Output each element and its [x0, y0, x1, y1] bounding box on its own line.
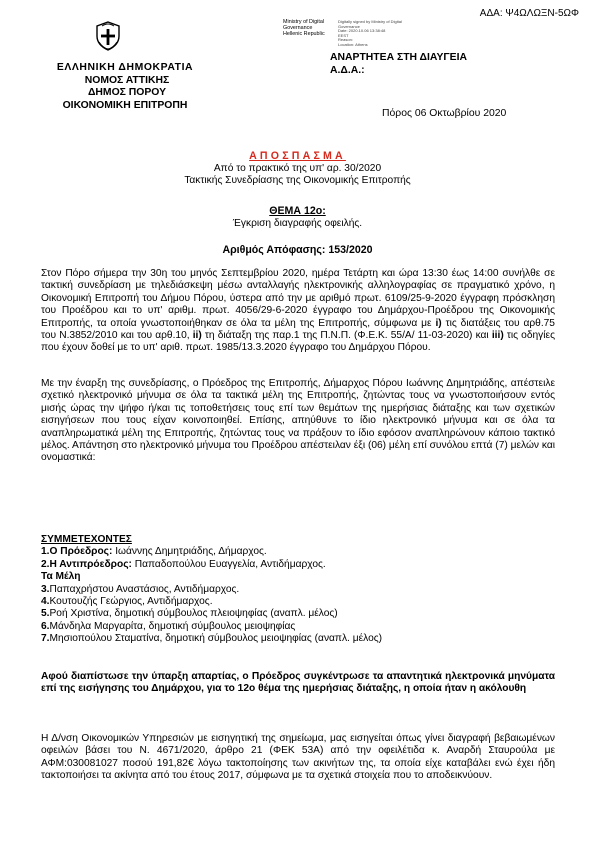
stamp-line: Ministry of Digital	[283, 19, 325, 25]
attendee-row	[41, 584, 555, 596]
attendee-name: Παπαχρήστου Αναστάσιος, Αντιδήμαρχος.	[49, 583, 240, 595]
enumeration-marker: i)	[435, 317, 442, 329]
attendee-name: Ιωάννης Δημητριάδης, Δήμαρχος.	[112, 546, 267, 558]
stamp-detail-line: Reason:	[338, 37, 353, 43]
ada-header: ΑΔΑ: Ψ4ΩΛΩΞΝ-5ΩΦ	[479, 8, 579, 19]
publication-block	[330, 52, 467, 77]
stamp-detail-line: EEST	[338, 32, 349, 38]
attendee-number: 2.	[41, 558, 50, 570]
paragraph-text: τις διατάξεις του αρθ.75 του Ν.3852/2010 και του αρθ.10,	[41, 317, 555, 342]
paragraph-session-intro	[41, 268, 555, 355]
gov-line-republic: ΕΛΛΗΝΙΚΗ ΔΗΜΟΚΡΑΤΙΑ	[56, 62, 194, 73]
document-title: ΑΠΟΣΠΑΣΜΑ	[249, 150, 346, 162]
attendance-list	[41, 534, 555, 646]
attendee-number: 6.	[41, 620, 50, 632]
document-date: Πόρος 06 Οκτωβρίου 2020	[382, 108, 507, 119]
minutes-reference: Από το πρακτικό της υπ' αρ. 30/2020	[213, 163, 382, 174]
ada-label: Α.Δ.Α.:	[330, 64, 365, 76]
members-heading	[41, 571, 555, 583]
attendee-name: Ροή Χριστίνα, δημοτική σύμβουλος πλειοψηφίας (αναπλ. μέλος)	[49, 608, 338, 620]
paragraph-session-procedure: Με την έναρξη της συνεδρίασης, ο Πρόεδρος της Επιτροπής, Δήμαρχος Πόρου Ιωάννης Δημητριάδης, απέστειλε σχετικό ηλεκτρονικό μήνυμα σε όλα τα τακτικά μέλη της Επιτροπής, ζητώντας τους να γνωστοποιήσουν εντός μισής ώρας την ψήφο ή/και τις τοποθετήσεις τους επί των θεμάτων της ημερήσιας διάταξης και των σχετικών εισηγήσεων που τους είχαν κοινοποιηθεί. Επίσης, απηύθυνε το ίδιο ηλεκτρονικό μήνυμα και σε όλα τα αναπληρωματικά μέλη της Επιτροπής, ζητώντας τους να πράξουν το ίδιο εφόσον αναπληρώνουν κάποιο τακτικό μέλος. Απάντηση στο ηλεκτρονικό μήνυμα του Προέδρου απέστειλαν έξι (06) μέλη επί συνόλου επτά (7) μελών και ονομαστικά:	[41, 378, 555, 464]
attendee-row	[41, 546, 555, 558]
paragraph-text: τη διάταξη της παρ.1 της Π.Ν.Π. (Φ.Ε.Κ. 55/Α/ 11-03-2020) και	[201, 330, 489, 342]
decision-number: Αριθμός Απόφασης: 153/2020	[222, 244, 373, 256]
greek-state-seal-icon	[94, 20, 122, 52]
stamp-detail-line: Digitally signed by Ministry of Digital	[338, 19, 402, 24]
attendee-row	[41, 596, 555, 608]
attendee-row	[41, 608, 555, 620]
members-heading-text: Τα Μέλη	[41, 571, 81, 583]
stamp-detail-line: Date: 2020.10.06 13:38:48	[338, 28, 386, 34]
attendee-number: 5.	[41, 608, 50, 620]
enumeration-marker: iii)	[491, 330, 504, 342]
attendee-number: 3.	[41, 583, 50, 595]
topic-title: ΘΕΜΑ 12ο:	[269, 205, 326, 217]
attendee-row	[41, 621, 555, 633]
stamp-line: Governance	[283, 24, 313, 31]
digital-signature-details	[338, 20, 402, 48]
gov-line-municipality: ΔΗΜΟΣ ΠΟΡΟΥ	[87, 87, 167, 99]
stamp-line: Hellenic Republic	[283, 30, 325, 37]
paragraph-text: Στον Πόρο σήμερα την 30η του μηνός Σεπτεμβρίου 2020, ημέρα Τετάρτη και ώρα 13:30 έως 14:00 συνήλθε σε τακτική συνεδρίαση με τηλεδιάσκεψη μέσω ανταλλαγής ηλεκτρονικής αλληλογραφίας σε πραγματικό χρόνο, η Οικονομική Επιτροπή του Δήμου Πόρου, ύστερα από την με αριθμό πρωτ. 6109/25-9-2020 έγγραφη πρόσκληση του Προέδρου και το υπ' αριθμ. πρωτ. 4056/29-6-2020 έγγραφο του Δημάρχου-Προέδρου της Οικονομικής Επιτροπής, τα οποία γνωστοποιήθηκαν σε όλα τα μέλη της Επιτροπής, σύμφωνα με	[41, 268, 555, 329]
enumeration-marker: ii)	[192, 330, 202, 342]
attendee-name: Παπαδοπούλου Ευαγγελία, Αντιδήμαρχος.	[131, 558, 326, 570]
attendee-name: Κουτουζής Γεώργιος, Αντιδήμαρχος.	[49, 596, 213, 608]
stamp-detail-line: Governance	[338, 23, 360, 29]
attendee-number: 1.	[41, 546, 50, 558]
attendee-name: Μησιοπούλου Σταματίνα, δημοτική σύμβουλος μειοψηφίας (αναπλ. μέλος)	[49, 633, 383, 645]
attendee-number: 4.	[41, 596, 50, 608]
attendee-name: Μάνδηλα Μαργαρίτα, δημοτική σύμβουλος μειοψηφίας	[49, 620, 296, 632]
government-header	[30, 62, 220, 112]
digital-signature-issuer	[283, 20, 325, 38]
paragraph-text: τις οδηγίες που έχουν δοθεί με το υπ' αριθ. πρωτ. 1985/13.3.2020 έγγραφο του Δημάρχου Πόρου.	[41, 330, 555, 354]
attendee-row	[41, 559, 555, 571]
attendee-row	[41, 633, 555, 645]
gov-line-prefecture: ΝΟΜΟΣ ΑΤΤΙΚΗΣ	[84, 74, 170, 86]
attendee-role: Η Αντιπρόεδρος:	[49, 558, 132, 570]
session-description: Τακτικής Συνεδρίασης της Οικονομικής Επιτροπής	[184, 175, 411, 186]
topic-subject: Έγκριση διαγραφής οφειλής.	[232, 218, 363, 229]
attendance-heading: ΣΥΜΜΕΤΕΧΟΝΤΕΣ	[41, 534, 132, 545]
attendee-number: 7.	[41, 633, 50, 645]
paragraph-quorum: Αφού διαπίστωσε την ύπαρξη απαρτίας, ο Πρόεδρος συγκέντρωσε τα απαντητικά ηλεκτρονικά μηνύματα επί της εισήγησης του Δημάρχου, για το 12ο θέμα της ημερήσιας διάταξης, η οποία ήταν η ακόλουθη	[41, 671, 555, 695]
post-diavgeia-label: ΑΝΑΡΤΗΤΕΑ ΣΤΗ ΔΙΑΥΓΕΙΑ	[330, 52, 467, 63]
paragraph-recommendation: Η Δ/νση Οικονομικών Υπηρεσιών με εισηγητική της σημείωμα, μας εισηγείται όπως γίνει διαγραφή βεβαιωμένων οφειλών βάσει του Ν. 4671/2020, άρθρο 21 (ΦΕΚ 53Α) από την οφειλέτιδα κ. Αναρδή Σταυρούλα με ΑΦΜ:030081027 ποσού 191,82€ λόγω τακτοποίησης των ακινήτων της, τα οποία είχε καταβάλει ενώ έχει ήδη τακτοποιήσει τα ακίνητα από του έτους 2017, σύμφωνα με τα σχετικά στοιχεία που το αποδεικνύουν.	[41, 733, 555, 782]
gov-line-committee: ΟΙΚΟΝΟΜΙΚΗ ΕΠΙΤΡΟΠΗ	[62, 99, 188, 111]
stamp-detail-line: Location: Athens	[338, 41, 368, 47]
attendee-role: Ο Πρόεδρος:	[49, 546, 113, 558]
